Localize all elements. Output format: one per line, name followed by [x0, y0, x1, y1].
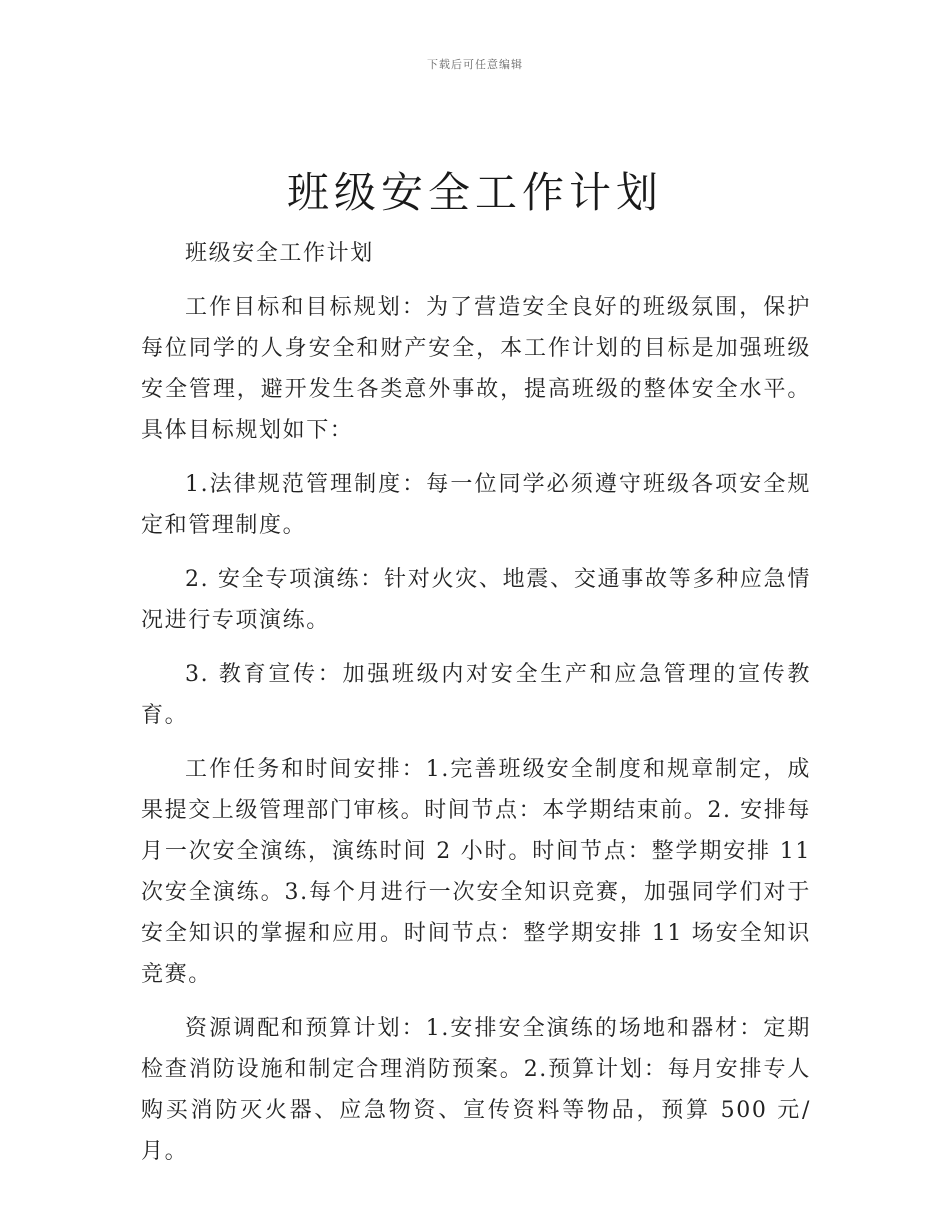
document-title: 班级安全工作计划 [286, 168, 663, 217]
paragraph-goal-2: 2. 安全专项演练：针对火灾、地震、交通事故等多种应急情况进行专项演练。 [141, 567, 811, 633]
paragraph-tasks-schedule: 工作任务和时间安排：1.完善班级安全制度和规章制定，成果提交上级管理部门审核。时间节点：本学期结束前。2. 安排每月一次安全演练，演练时间 2 小时。时间节点：整学期安排 11 次安全演练。3.每个月进行一次安全知识竞赛，加强同学们对于安全知识的掌握和应用。时间节点：整学期安排 11 场安全知识竞赛。 [141, 757, 811, 987]
header-note: 下载后可任意编辑 [427, 58, 523, 71]
paragraph-resources-budget: 资源调配和预算计划：1.安排安全演练的场地和器材：定期检查消防设施和制定合理消防预案。2.预算计划：每月安排专人购买消防灭火器、应急物资、宣传资料等物品，预算 500 元/月。 [141, 1016, 811, 1164]
paragraph-goal-3: 3. 教育宣传：加强班级内对安全生产和应急管理的宣传教育。 [141, 662, 811, 728]
paragraph-goals: 工作目标和目标规划：为了营造安全良好的班级氛围，保护每位同学的人身安全和财产安全，本工作计划的目标是加强班级安全管理，避开发生各类意外事故，提高班级的整体安全水平。具体目标规划如下： [141, 295, 811, 443]
paragraph-subtitle: 班级安全工作计划 [185, 241, 374, 266]
paragraph-goal-1: 1.法律规范管理制度：每一位同学必须遵守班级各项安全规定和管理制度。 [141, 472, 811, 538]
document-body [141, 233, 811, 1185]
